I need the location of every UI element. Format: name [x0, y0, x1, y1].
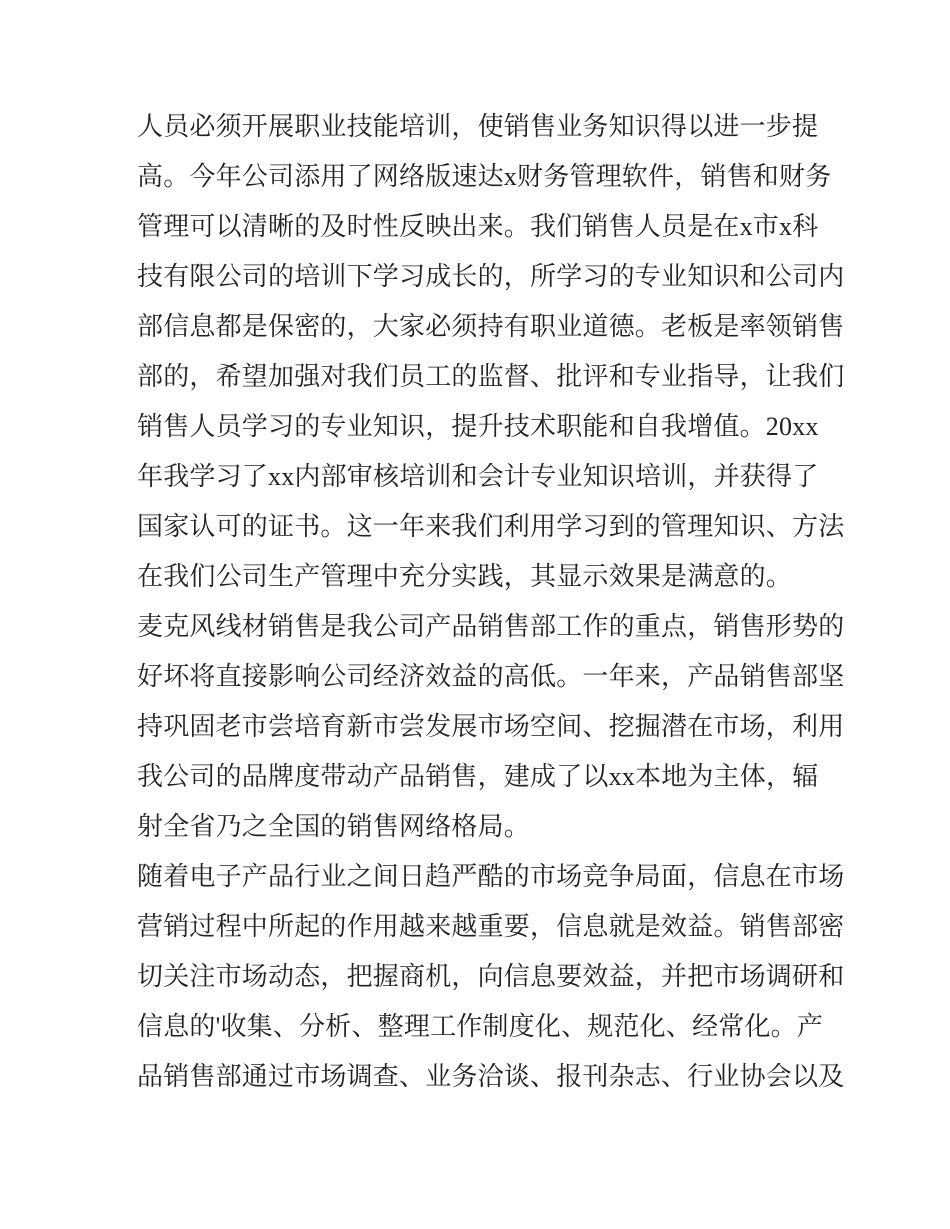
- text-line: 销售人员学习的专业知识，提升技术职能和自我增值。20xx: [137, 412, 819, 441]
- text-line: 国家认可的证书。这一年来我们利用学习到的管理知识、方法: [137, 512, 845, 541]
- text-line: 营销过程中所起的作用越来越重要，信息就是效益。销售部密: [137, 912, 845, 941]
- text-line: 我公司的品牌度带动产品销售，建成了以xx本地为主体，辐: [137, 762, 819, 791]
- text-line: 部信息都是保密的，大家必须持有职业道德。老板是率领销售: [137, 312, 845, 341]
- text-line: 在我们公司生产管理中充分实践，其显示效果是满意的。: [137, 562, 793, 591]
- text-line: 高。今年公司添用了网络版速达x财务管理软件，销售和财务: [137, 162, 832, 191]
- text-line: 人员必须开展职业技能培训，使销售业务知识得以进一步提: [137, 112, 819, 141]
- text-line: 随着电子产品行业之间日趋严酷的市场竞争局面，信息在市场: [137, 862, 845, 891]
- text-line: 切关注市场动态，把握商机，向信息要效益，并把市场调研和: [137, 962, 845, 991]
- text-line: 年我学习了xx内部审核培训和会计专业知识培训，并获得了: [137, 462, 819, 491]
- text-line: 麦克风线材销售是我公司产品销售部工作的重点，销售形势的: [137, 612, 845, 641]
- text-line: 信息的'收集、分析、整理工作制度化、规范化、经常化。产: [137, 1012, 824, 1041]
- text-line: 技有限公司的培训下学习成长的，所学习的专业知识和公司内: [137, 262, 845, 291]
- text-line: 好坏将直接影响公司经济效益的高低。一年来，产品销售部坚: [137, 662, 845, 691]
- text-line: 管理可以清晰的及时性反映出来。我们销售人员是在x市x科: [137, 212, 819, 241]
- text-line: 持巩固老市尝培育新市尝发展市场空间、挖掘潜在市场，利用: [137, 712, 845, 741]
- text-line: 品销售部通过市场调查、业务洽谈、报刊杂志、行业协会以及: [137, 1062, 845, 1091]
- text-line: 部的，希望加强对我们员工的监督、批评和专业指导，让我们: [137, 362, 845, 391]
- text-line: 射全省乃之全国的销售网络格局。: [137, 812, 531, 841]
- document-text: [137, 102, 845, 1102]
